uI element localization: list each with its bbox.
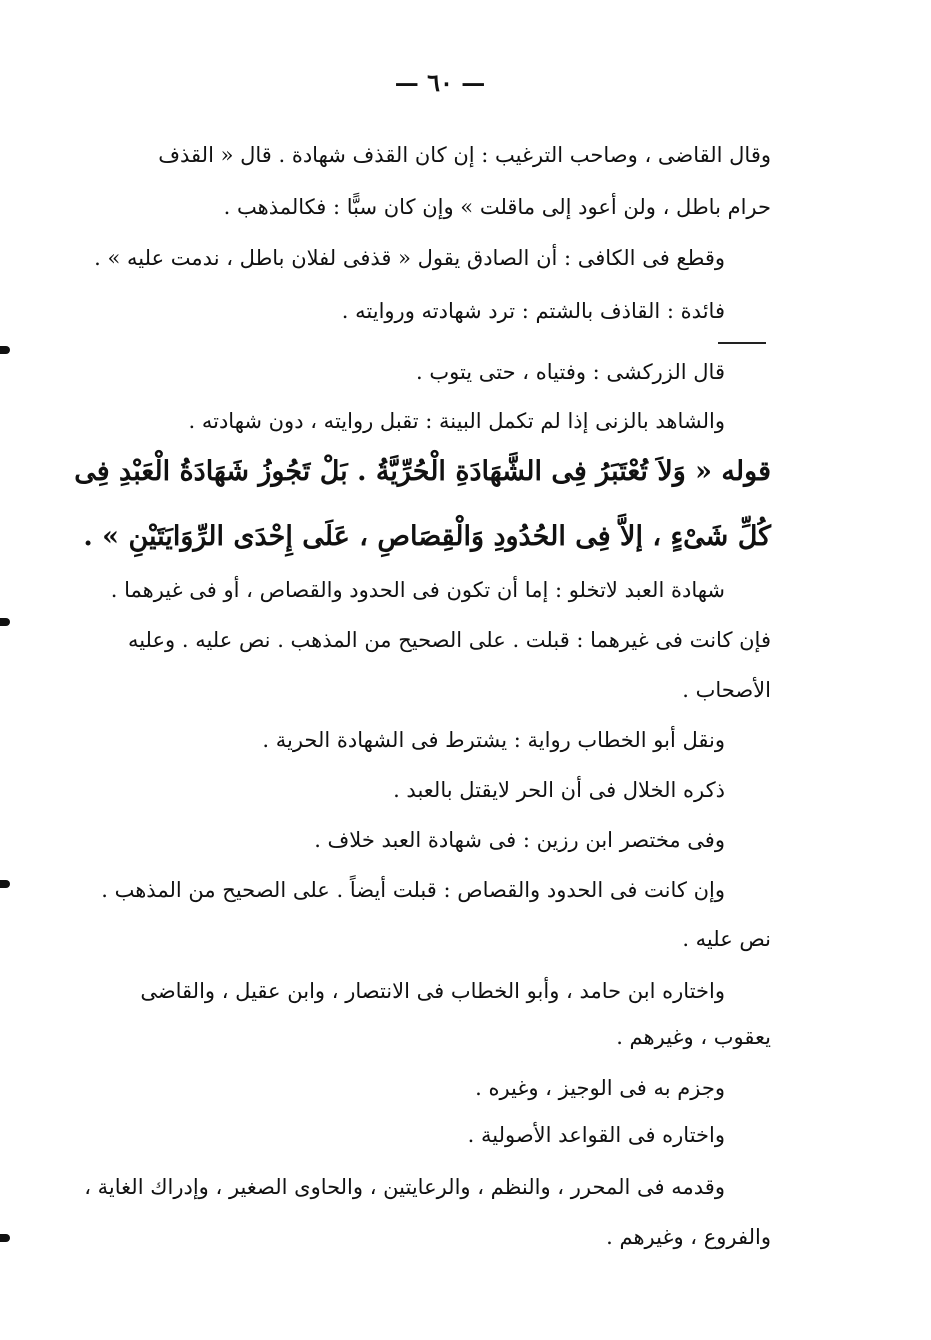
text-line: شهادة العبد لاتخلو : إما أن تكون فى الحدود والقصاص ، أو فى غيرهما . [110, 578, 725, 602]
text-line: وإن كانت فى الحدود والقصاص : قبلت أيضاً . على الصحيح من المذهب . [101, 878, 725, 902]
text-line: وجزم به فى الوجيز ، وغيره . [475, 1076, 725, 1100]
text-line: والشاهد بالزنى إذا لم تكمل البينة : تقبل روايته ، دون شهادته . [188, 409, 725, 433]
text-line: نص عليه . [682, 927, 771, 951]
binding-hole-mark [0, 618, 10, 626]
text-line: واختاره فى القواعد الأصولية . [467, 1123, 725, 1147]
heading-underline [718, 342, 766, 344]
text-line: ونقل أبو الخطاب رواية : يشترط فى الشهادة الحرية . [262, 728, 725, 752]
text-line: يعقوب ، وغيرهم . [616, 1025, 771, 1049]
page-number: — ٦٠ — [394, 68, 486, 97]
binding-hole-mark [0, 346, 10, 354]
text-line: قال الزركشى : وفتياه ، حتى يتوب . [415, 360, 725, 384]
text-line: وقال القاضى ، وصاحب الترغيب : إن كان القذف شهادة . قال « القذف [158, 143, 771, 167]
text-line: الأصحاب . [682, 678, 771, 702]
text-line: ذكره الخلال فى أن الحر لايقتل بالعبد . [393, 778, 725, 802]
text-line: وقطع فى الكافى : أن الصادق يقول « قذفى لفلان باطل ، ندمت عليه » . [94, 246, 725, 270]
text-line: فائدة : القاذف بالشتم : ترد شهادته وروايته . [341, 299, 725, 323]
text-line: وفى مختصر ابن رزين : فى شهادة العبد خلاف . [314, 828, 725, 852]
binding-hole-mark [0, 880, 10, 888]
text-line: والفروع ، وغيرهم . [606, 1225, 771, 1249]
text-line: واختاره ابن حامد ، وأبو الخطاب فى الانتصار ، وابن عقيل ، والقاضى [140, 979, 725, 1003]
quoted-matn-line: قوله « وَلاَ تُعْتَبَرُ فِى الشَّهَادَةِ الْحُرِّيَّةُ . بَلْ تَجُوزُ شَهَادَةُ الْعَبْدِ فِى [74, 456, 771, 487]
quoted-matn-line: كُلِّ شَىْءٍ ، إلاَّ فِى الحُدُودِ وَالْقِصَاصِ ، عَلَى إِحْدَى الرِّوَايَتَيْنِ » . [83, 521, 771, 552]
text-line: وقدمه فى المحرر ، والنظم ، والرعايتين ، والحاوى الصغير ، وإدراك الغاية ، [84, 1175, 725, 1199]
text-line: حرام باطل ، ولن أعود إلى ماقلت » وإن كان سبًّا : فكالمذهب . [223, 195, 771, 219]
binding-hole-mark [0, 1234, 10, 1242]
text-line: فإن كانت فى غيرهما : قبلت . على الصحيح من المذهب . نص عليه . وعليه [127, 628, 771, 652]
